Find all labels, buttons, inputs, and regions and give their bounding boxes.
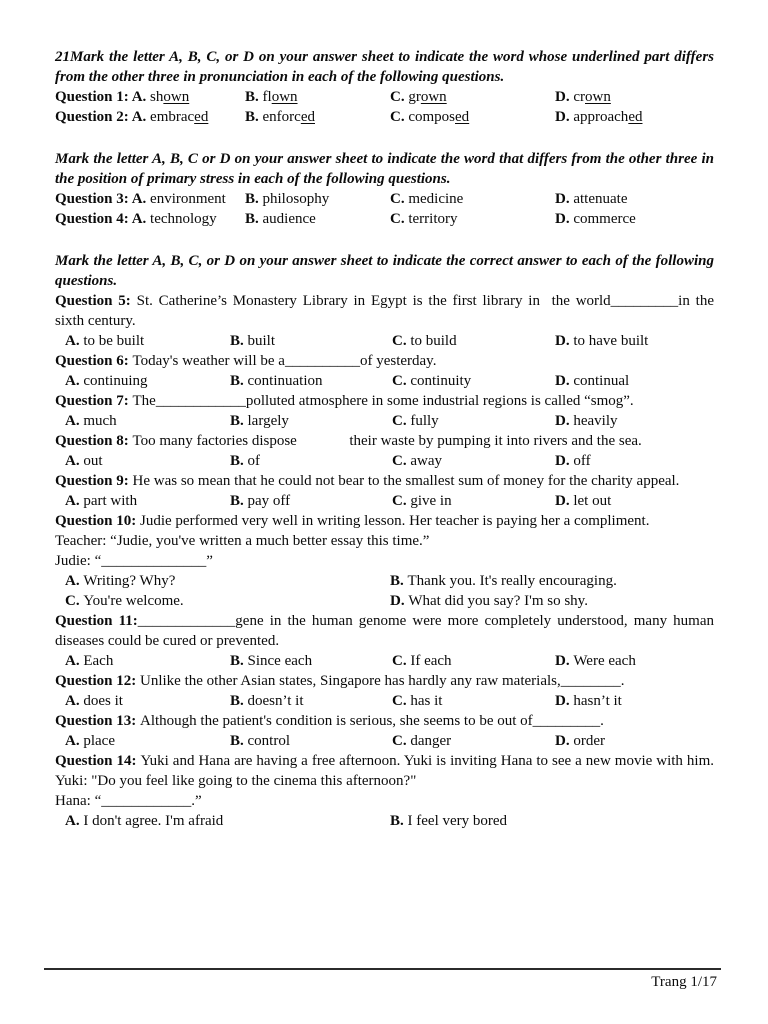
option-c-text: medicine — [408, 191, 464, 207]
option-d — [390, 591, 714, 611]
question-9-label: Question 9: — [55, 473, 133, 489]
option-a-text: out — [83, 453, 103, 469]
option-d-letter: D. — [555, 693, 574, 709]
footer-divider — [44, 968, 721, 970]
option-b — [230, 491, 392, 511]
option-a-letter: A. — [131, 211, 151, 227]
question-5-label: Question 5: — [55, 293, 137, 309]
question-4-label-and-option-a — [55, 209, 245, 229]
question-8-text: Too many factories dispose their waste by pumping it into rivers and the sea. — [132, 433, 642, 449]
question-6-options — [55, 371, 714, 391]
question-11-label: Question 11: — [55, 613, 138, 629]
option-c-text: gr — [408, 89, 421, 105]
question-4-option-b — [245, 209, 390, 229]
option-d-text: Were each — [573, 653, 636, 669]
option-c-text: give in — [410, 493, 452, 509]
option-a-letter: A. — [131, 109, 151, 125]
option-b-text: of — [247, 453, 261, 469]
option-a — [65, 371, 230, 391]
option-d-text: order — [573, 733, 605, 749]
question-13-options — [55, 731, 714, 751]
option-d-underlined-part: own — [585, 89, 611, 105]
option-d-text: let out — [573, 493, 612, 509]
question-14 — [55, 751, 714, 791]
option-a-text: continuing — [83, 373, 148, 389]
question-8 — [55, 431, 714, 451]
question-1-option-d — [555, 87, 714, 107]
question-6-text: Today's weather will be a__________of yesterday. — [132, 353, 437, 369]
option-d-letter: D. — [390, 593, 409, 609]
option-c-text: fully — [410, 413, 439, 429]
option-c-letter: C. — [392, 493, 411, 509]
option-b-text: largely — [247, 413, 289, 429]
option-c — [392, 331, 555, 351]
option-b-letter: B. — [245, 109, 263, 125]
option-c-letter: C. — [392, 413, 411, 429]
option-b — [230, 371, 392, 391]
option-d — [555, 411, 714, 431]
section-2-heading: Mark the letter A, B, C or D on your answer sheet to indicate the word that differs from the other three in the position of primary stress in each of the following questions. — [55, 151, 714, 187]
option-c — [65, 591, 390, 611]
option-c-text: territory — [408, 211, 458, 227]
option-c-letter: C. — [392, 453, 411, 469]
option-d-letter: D. — [555, 653, 574, 669]
question-3-option-c — [390, 189, 555, 209]
question-10 — [55, 511, 714, 531]
option-c-text: You're welcome. — [83, 593, 184, 609]
option-a-letter: A. — [65, 693, 84, 709]
section-1-heading: 21Mark the letter A, B, C, or D on your answer sheet to indicate the word whose underlined part differs from the other three in pronunciation in each of the following questions. — [55, 49, 714, 85]
option-b-text: enforc — [262, 109, 301, 125]
option-a-text: Each — [83, 653, 114, 669]
option-b-text: doesn’t it — [247, 693, 304, 709]
option-a-text: Writing? Why? — [83, 573, 176, 589]
option-c — [392, 691, 555, 711]
question-5-options — [55, 331, 714, 351]
option-d — [555, 731, 714, 751]
option-d-text: What did you say? I'm so shy. — [408, 593, 588, 609]
option-d-letter: D. — [555, 89, 574, 105]
option-b-text: I feel very bored — [407, 813, 508, 829]
option-d-letter: D. — [555, 109, 574, 125]
option-c-letter: C. — [65, 593, 84, 609]
option-b-text: fl — [262, 89, 272, 105]
question-9 — [55, 471, 714, 491]
option-a — [65, 651, 230, 671]
option-d-letter: D. — [555, 373, 574, 389]
option-c-text: danger — [410, 733, 452, 749]
option-b-letter: B. — [245, 211, 263, 227]
question-13 — [55, 711, 714, 731]
option-a-underlined-part: own — [163, 89, 190, 105]
option-c-text: If each — [410, 653, 452, 669]
option-d-text: approach — [573, 109, 629, 125]
option-a — [65, 811, 390, 831]
option-b-letter: B. — [230, 493, 248, 509]
question-14-hana-line: Hana: “____________.” — [55, 793, 202, 809]
question-14-options — [55, 811, 714, 831]
option-d-underlined-part: ed — [628, 109, 643, 125]
option-c — [392, 731, 555, 751]
option-a-letter: A. — [131, 191, 151, 207]
question-11-text: _____________gene in the human genome were more completely understood, many human diseases could be cured or prevented. — [55, 613, 714, 649]
question-14-text: Yuki and Hana are having a free afternoon. Yuki is inviting Hana to see a new movie with him. Yuki: "Do you feel like going to the cinema this afternoon?" — [55, 753, 714, 789]
option-b-letter: B. — [230, 733, 248, 749]
section-3-heading: Mark the letter A, B, C, or D on your answer sheet to indicate the correct answer to each of the following questions. — [55, 253, 714, 289]
option-c-letter: C. — [392, 693, 411, 709]
option-b — [230, 411, 392, 431]
option-c-letter: C. — [390, 191, 409, 207]
option-c-letter: C. — [392, 653, 411, 669]
option-a-underlined-part: ed — [194, 109, 209, 125]
question-1-row — [55, 87, 714, 107]
option-b-letter: B. — [390, 573, 408, 589]
option-b-letter: B. — [230, 453, 248, 469]
option-c-letter: C. — [390, 109, 409, 125]
option-a-text: sh — [150, 89, 164, 105]
option-b-underlined-part: ed — [300, 109, 315, 125]
option-b-text: philosophy — [262, 191, 330, 207]
option-a-letter: A. — [65, 493, 84, 509]
question-1-option-b — [245, 87, 390, 107]
question-4-option-c — [390, 209, 555, 229]
option-d — [555, 331, 714, 351]
option-d-letter: D. — [555, 413, 574, 429]
question-3-option-b — [245, 189, 390, 209]
option-a-letter: A. — [65, 373, 84, 389]
question-10-text: Judie performed very well in writing lesson. Her teacher is paying her a compliment. — [140, 513, 650, 529]
question-6 — [55, 351, 714, 371]
option-d — [555, 451, 714, 471]
option-b-letter: B. — [230, 693, 248, 709]
option-a-letter: A. — [65, 413, 84, 429]
question-10-options-cd — [55, 591, 714, 611]
question-7-text: The____________polluted atmosphere in some industrial regions is called “smog”. — [132, 393, 634, 409]
question-1-label: Question 1: — [55, 89, 132, 105]
option-b — [230, 731, 392, 751]
question-13-label: Question 13: — [55, 713, 141, 729]
option-a-letter: A. — [65, 453, 84, 469]
option-d-text: heavily — [573, 413, 618, 429]
question-1-option-c — [390, 87, 555, 107]
option-c-letter: C. — [392, 333, 411, 349]
option-d-text: cr — [573, 89, 585, 105]
option-c-letter: C. — [392, 733, 411, 749]
question-6-label: Question 6: — [55, 353, 133, 369]
question-13-text: Although the patient's condition is serious, she seems to be out of_________. — [140, 713, 604, 729]
option-b-text: Since each — [247, 653, 313, 669]
question-2-option-c — [390, 107, 555, 127]
question-14-label: Question 14: — [55, 753, 141, 769]
option-d-letter: D. — [555, 211, 574, 227]
option-b-letter: B. — [230, 333, 248, 349]
option-b-letter: B. — [230, 653, 248, 669]
question-7 — [55, 391, 714, 411]
option-b — [230, 451, 392, 471]
option-d — [555, 691, 714, 711]
option-a-letter: A. — [65, 813, 84, 829]
option-b-text: built — [247, 333, 276, 349]
question-10-teacher-line: Teacher: “Judie, you've written a much better essay this time.” — [55, 533, 430, 549]
question-12 — [55, 671, 714, 691]
question-8-label: Question 8: — [55, 433, 133, 449]
option-a-text: does it — [83, 693, 123, 709]
option-a — [65, 491, 230, 511]
option-c-text: has it — [410, 693, 443, 709]
option-a — [65, 571, 390, 591]
option-b-letter: B. — [245, 89, 263, 105]
option-d — [555, 371, 714, 391]
option-c-letter: C. — [390, 211, 409, 227]
option-a-text: embrac — [150, 109, 195, 125]
question-5-text: St. Catherine’s Monastery Library in Egypt is the first library in the world_________in the sixth century. — [55, 293, 714, 329]
question-3-label-and-option-a — [55, 189, 245, 209]
option-c — [392, 451, 555, 471]
option-d-text: continual — [573, 373, 630, 389]
question-7-options — [55, 411, 714, 431]
option-c-text: to build — [410, 333, 457, 349]
option-a-letter: A. — [65, 733, 84, 749]
option-a-text: I don't agree. I'm afraid — [83, 813, 224, 829]
question-10-judie-line: Judie: “______________” — [55, 553, 213, 569]
question-4-label: Question 4: — [55, 211, 132, 227]
question-2-option-b — [245, 107, 390, 127]
question-2-label-and-option-a — [55, 107, 245, 127]
option-b-text: continuation — [247, 373, 323, 389]
option-d-letter: D. — [555, 191, 574, 207]
question-3-label: Question 3: — [55, 191, 132, 207]
option-c-letter: C. — [392, 373, 411, 389]
question-10-options-ab — [55, 571, 714, 591]
option-c-text: away — [410, 453, 442, 469]
option-a-letter: A. — [65, 653, 84, 669]
question-4-row — [55, 209, 714, 229]
option-b — [390, 571, 714, 591]
question-2-option-d — [555, 107, 714, 127]
option-a-text: technology — [150, 211, 217, 227]
question-1-label-and-option-a — [55, 87, 245, 107]
option-b-letter: B. — [230, 413, 248, 429]
option-d-text: hasn’t it — [573, 693, 622, 709]
option-c-letter: C. — [390, 89, 409, 105]
option-a-letter: A. — [131, 89, 151, 105]
option-a — [65, 411, 230, 431]
option-c-underlined-part: ed — [455, 109, 470, 125]
option-b — [390, 811, 714, 831]
option-c-text: compos — [408, 109, 456, 125]
option-a-text: environment — [150, 191, 226, 207]
option-d-text: attenuate — [573, 191, 628, 207]
question-11 — [55, 611, 714, 651]
option-a — [65, 451, 230, 471]
option-b-text: audience — [262, 211, 316, 227]
question-4-option-d — [555, 209, 714, 229]
option-a-text: place — [83, 733, 115, 749]
option-a-letter: A. — [65, 333, 84, 349]
question-3-option-d — [555, 189, 714, 209]
option-d — [555, 491, 714, 511]
option-b-text: Thank you. It's really encouraging. — [407, 573, 617, 589]
option-a-text: to be built — [83, 333, 145, 349]
option-d-letter: D. — [555, 733, 574, 749]
question-8-options — [55, 451, 714, 471]
option-b-letter: B. — [390, 813, 408, 829]
question-2-row — [55, 107, 714, 127]
question-9-text: He was so mean that he could not bear to the smallest sum of money for the charity appeal. — [132, 473, 680, 489]
option-d-letter: D. — [555, 493, 574, 509]
option-c-underlined-part: own — [420, 89, 447, 105]
question-2-label: Question 2: — [55, 109, 132, 125]
option-c — [392, 371, 555, 391]
question-12-label: Question 12: — [55, 673, 141, 689]
question-12-options — [55, 691, 714, 711]
option-a — [65, 691, 230, 711]
option-c-text: continuity — [410, 373, 472, 389]
option-d-text: commerce — [573, 211, 636, 227]
option-a — [65, 731, 230, 751]
question-5 — [55, 291, 714, 331]
option-c — [392, 491, 555, 511]
option-d-letter: D. — [555, 333, 574, 349]
option-b-text: control — [247, 733, 291, 749]
option-a-letter: A. — [65, 573, 84, 589]
option-d-text: off — [573, 453, 591, 469]
option-b-letter: B. — [245, 191, 263, 207]
option-b — [230, 331, 392, 351]
question-7-label: Question 7: — [55, 393, 133, 409]
option-a-text: part with — [83, 493, 138, 509]
question-3-row — [55, 189, 714, 209]
option-a-text: much — [83, 413, 117, 429]
option-d — [555, 651, 714, 671]
option-d-text: to have built — [573, 333, 649, 349]
option-b — [230, 691, 392, 711]
option-b-letter: B. — [230, 373, 248, 389]
question-9-options — [55, 491, 714, 511]
option-b — [230, 651, 392, 671]
option-c — [392, 411, 555, 431]
option-b-text: pay off — [247, 493, 291, 509]
option-c — [392, 651, 555, 671]
question-11-options — [55, 651, 714, 671]
question-12-text: Unlike the other Asian states, Singapore has hardly any raw materials,________. — [140, 673, 625, 689]
question-10-label: Question 10: — [55, 513, 141, 529]
option-d-letter: D. — [555, 453, 574, 469]
option-a — [65, 331, 230, 351]
page-number: Trang 1/17 — [651, 974, 717, 990]
option-b-underlined-part: own — [271, 89, 298, 105]
